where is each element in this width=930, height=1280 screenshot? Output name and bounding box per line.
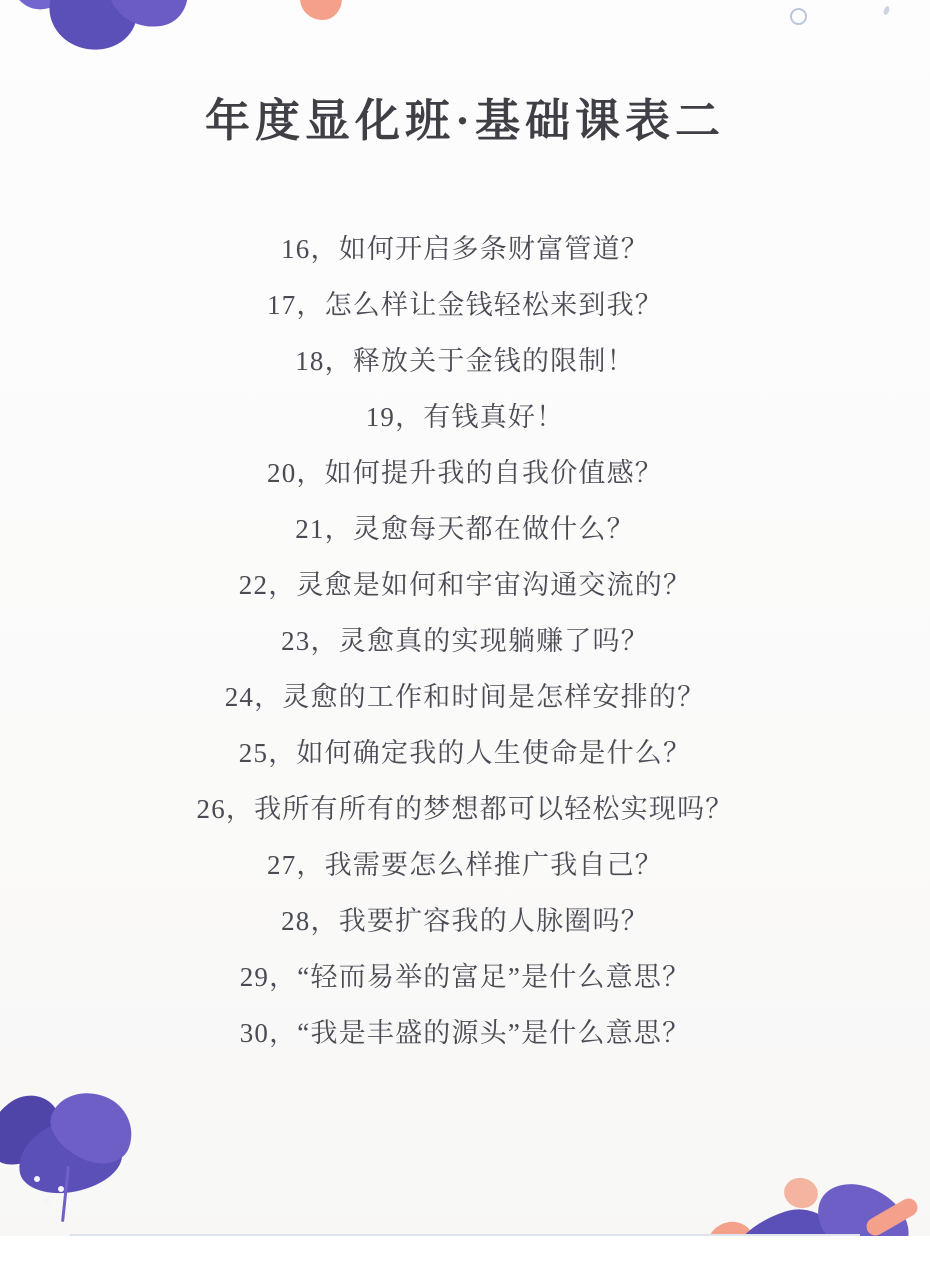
list-item: 27，我需要怎么样推广我自己？ <box>267 849 663 880</box>
bottom-panel <box>0 1236 930 1280</box>
list-item: 30，“我是丰盛的源头”是什么意思？ <box>239 1017 691 1048</box>
list-item: 25，如何确定我的人生使命是什么？ <box>238 737 692 768</box>
list-item: 28，我要扩容我的人脉圈吗？ <box>281 905 649 936</box>
list-item: 20，如何提升我的自我价值感？ <box>267 457 663 488</box>
list-item: 29，“轻而易举的富足”是什么意思？ <box>239 961 691 992</box>
list-item: 18，释放关于金钱的限制！ <box>295 345 635 376</box>
list-item: 19，有钱真好！ <box>365 401 565 432</box>
page-title: 年度显化班·基础课表二 <box>204 96 725 146</box>
course-list <box>0 221 930 1061</box>
list-item: 26，我所有所有的梦想都可以轻松实现吗？ <box>196 793 734 824</box>
flower-petal-icon <box>13 1113 126 1199</box>
peach-blob-icon <box>781 1174 821 1211</box>
list-item: 16，如何开启多条财富管道？ <box>281 233 649 264</box>
sparkle-icon <box>44 1198 50 1204</box>
list-item: 23，灵愈真的实现躺赚了吗？ <box>281 625 649 656</box>
stripe-icon <box>863 1195 920 1239</box>
divider <box>70 1234 860 1236</box>
list-item: 24，灵愈的工作和时间是怎样安排的？ <box>224 681 706 712</box>
flower-stem-icon <box>61 1166 70 1222</box>
flower-petal-icon <box>41 1081 144 1174</box>
list-item: 17，怎么样让金钱轻松来到我？ <box>267 289 663 320</box>
list-item: 22，灵愈是如何和宇宙沟通交流的？ <box>238 569 692 600</box>
flower-petal-icon <box>0 1083 72 1176</box>
list-item: 21，灵愈每天都在做什么？ <box>295 513 635 544</box>
